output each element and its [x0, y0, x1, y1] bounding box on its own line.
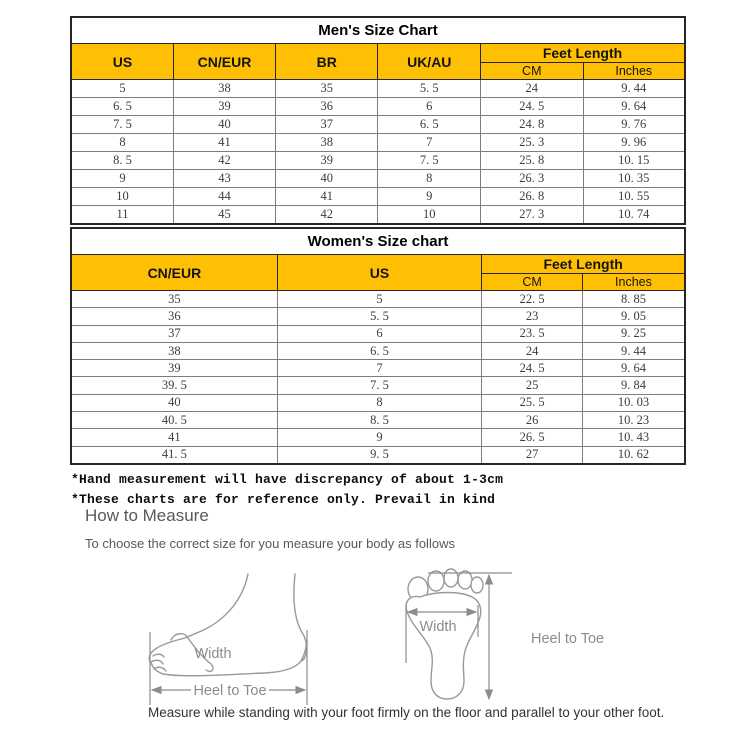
size-cell: 39	[71, 360, 277, 377]
womens-col-cn-eur: CN/EUR	[71, 255, 277, 291]
note-line-1: *Hand measurement will have discrepancy of about 1-3cm	[71, 472, 504, 487]
size-cell: 37	[275, 116, 378, 134]
size-cell: 7. 5	[378, 152, 481, 170]
table-row	[71, 308, 685, 325]
size-cell: 25	[482, 377, 583, 394]
note-line-2: *These charts are for reference only. Prevail in kind	[71, 491, 496, 507]
size-cell: 39	[275, 152, 378, 170]
size-cell: 25. 5	[482, 394, 583, 411]
size-cell: 25. 8	[481, 152, 584, 170]
mens-col-br: BR	[275, 44, 378, 80]
size-cell: 38	[71, 342, 277, 359]
size-cell: 41	[71, 429, 277, 446]
size-cell: 9. 64	[583, 98, 685, 116]
table-row	[71, 342, 685, 359]
size-cell: 40	[275, 170, 378, 188]
side-heel-to-toe-label: Heel to Toe	[193, 683, 267, 699]
size-cell: 26. 5	[482, 429, 583, 446]
size-cell: 10. 55	[583, 188, 685, 206]
size-cell: 9. 44	[583, 80, 685, 98]
mens-table-body	[71, 80, 685, 225]
table-row	[71, 446, 685, 464]
size-cell: 11	[71, 206, 174, 225]
size-cell: 8	[277, 394, 481, 411]
table-row	[71, 291, 685, 308]
size-cell: 38	[275, 134, 378, 152]
mens-col-cn-eur: CN/EUR	[174, 44, 276, 80]
size-cell: 9. 5	[277, 446, 481, 464]
size-cell: 41	[275, 188, 378, 206]
foot-sole-view-icon	[398, 563, 618, 713]
mens-size-table	[70, 16, 686, 225]
size-cell: 43	[174, 170, 276, 188]
size-cell: 9. 84	[582, 377, 685, 394]
mens-col-us: US	[71, 44, 174, 80]
size-cell: 26. 8	[481, 188, 584, 206]
size-cell: 36	[275, 98, 378, 116]
size-cell: 6. 5	[71, 98, 174, 116]
mens-col-inches: Inches	[583, 63, 685, 80]
how-to-measure-title: How to Measure	[85, 506, 209, 525]
size-cell: 40	[71, 394, 277, 411]
size-cell: 40	[174, 116, 276, 134]
size-cell: 26	[482, 412, 583, 429]
womens-col-us: US	[277, 255, 481, 291]
size-cell: 42	[174, 152, 276, 170]
sole-width-label: Width	[419, 619, 457, 635]
size-cell: 45	[174, 206, 276, 225]
size-cell: 9. 05	[582, 308, 685, 325]
size-cell: 24. 5	[481, 98, 584, 116]
size-cell: 8. 85	[582, 291, 685, 308]
size-cell: 5. 5	[378, 80, 481, 98]
size-cell: 5	[71, 80, 174, 98]
size-cell: 5	[277, 291, 481, 308]
size-cell: 26. 3	[481, 170, 584, 188]
size-cell: 41	[174, 134, 276, 152]
womens-col-cm: CM	[482, 274, 583, 291]
size-cell: 6. 5	[378, 116, 481, 134]
table-row	[71, 116, 685, 134]
measure-instruction-caption: Measure while standing with your foot firmly on the floor and parallel to your other foot.	[148, 705, 665, 720]
table-row	[71, 206, 685, 225]
size-cell: 8	[71, 134, 174, 152]
size-cell: 22. 5	[482, 291, 583, 308]
size-cell: 38	[174, 80, 276, 98]
table-row	[71, 377, 685, 394]
womens-size-table	[70, 227, 686, 465]
size-cell: 44	[174, 188, 276, 206]
size-cell: 8	[378, 170, 481, 188]
measurement-notes	[71, 470, 503, 509]
mens-table-title: Men's Size Chart	[71, 17, 685, 44]
foot-side-view-icon	[143, 566, 321, 711]
size-cell: 10. 03	[582, 394, 685, 411]
size-cell: 9. 25	[582, 325, 685, 342]
size-cell: 24	[481, 80, 584, 98]
size-cell: 6. 5	[277, 342, 481, 359]
table-row	[71, 152, 685, 170]
sole-heel-to-toe-label: Heel to Toe	[531, 631, 605, 647]
size-cell: 8. 5	[71, 152, 174, 170]
womens-table-body	[71, 291, 685, 464]
table-row	[71, 360, 685, 377]
womens-col-inches: Inches	[582, 274, 685, 291]
size-cell: 27	[482, 446, 583, 464]
size-cell: 27. 3	[481, 206, 584, 225]
foot-side-view-diagram	[143, 566, 321, 716]
size-cell: 24	[482, 342, 583, 359]
size-cell: 7. 5	[277, 377, 481, 394]
mens-col-cm: CM	[481, 63, 584, 80]
size-cell: 9	[378, 188, 481, 206]
mens-col-uk-au: UK/AU	[378, 44, 481, 80]
size-cell: 10. 23	[582, 412, 685, 429]
table-row	[71, 80, 685, 98]
size-cell: 25. 3	[481, 134, 584, 152]
size-cell: 40. 5	[71, 412, 277, 429]
size-cell: 9. 44	[582, 342, 685, 359]
size-cell: 24. 5	[482, 360, 583, 377]
table-row	[71, 325, 685, 342]
size-cell: 9. 76	[583, 116, 685, 134]
foot-sole-view-diagram	[398, 563, 618, 718]
size-cell: 24. 8	[481, 116, 584, 134]
size-cell: 10. 15	[583, 152, 685, 170]
size-cell: 37	[71, 325, 277, 342]
table-row	[71, 412, 685, 429]
size-cell: 9. 64	[582, 360, 685, 377]
size-cell: 6	[277, 325, 481, 342]
size-cell: 10. 74	[583, 206, 685, 225]
table-row	[71, 188, 685, 206]
size-cell: 10. 62	[582, 446, 685, 464]
size-cell: 35	[275, 80, 378, 98]
size-cell: 10. 43	[582, 429, 685, 446]
size-cell: 36	[71, 308, 277, 325]
size-cell: 9. 96	[583, 134, 685, 152]
size-cell: 9	[277, 429, 481, 446]
table-row	[71, 170, 685, 188]
size-cell: 7	[277, 360, 481, 377]
mens-col-feet-length: Feet Length	[481, 44, 685, 63]
size-cell: 39	[174, 98, 276, 116]
table-row	[71, 394, 685, 411]
table-row	[71, 98, 685, 116]
side-width-label: Width	[194, 646, 232, 662]
size-cell: 10	[378, 206, 481, 225]
size-cell: 7. 5	[71, 116, 174, 134]
size-cell: 7	[378, 134, 481, 152]
table-row	[71, 134, 685, 152]
size-cell: 9	[71, 170, 174, 188]
size-cell: 10. 35	[583, 170, 685, 188]
table-row	[71, 429, 685, 446]
size-cell: 23. 5	[482, 325, 583, 342]
size-cell: 23	[482, 308, 583, 325]
size-cell: 5. 5	[277, 308, 481, 325]
size-cell: 10	[71, 188, 174, 206]
size-cell: 35	[71, 291, 277, 308]
womens-col-feet-length: Feet Length	[482, 255, 685, 274]
size-cell: 8. 5	[277, 412, 481, 429]
size-cell: 39. 5	[71, 377, 277, 394]
womens-table-title: Women's Size chart	[71, 228, 685, 255]
size-cell: 6	[378, 98, 481, 116]
size-cell: 41. 5	[71, 446, 277, 464]
how-to-measure-subtitle: To choose the correct size for you measure your body as follows	[85, 536, 455, 551]
size-cell: 42	[275, 206, 378, 225]
